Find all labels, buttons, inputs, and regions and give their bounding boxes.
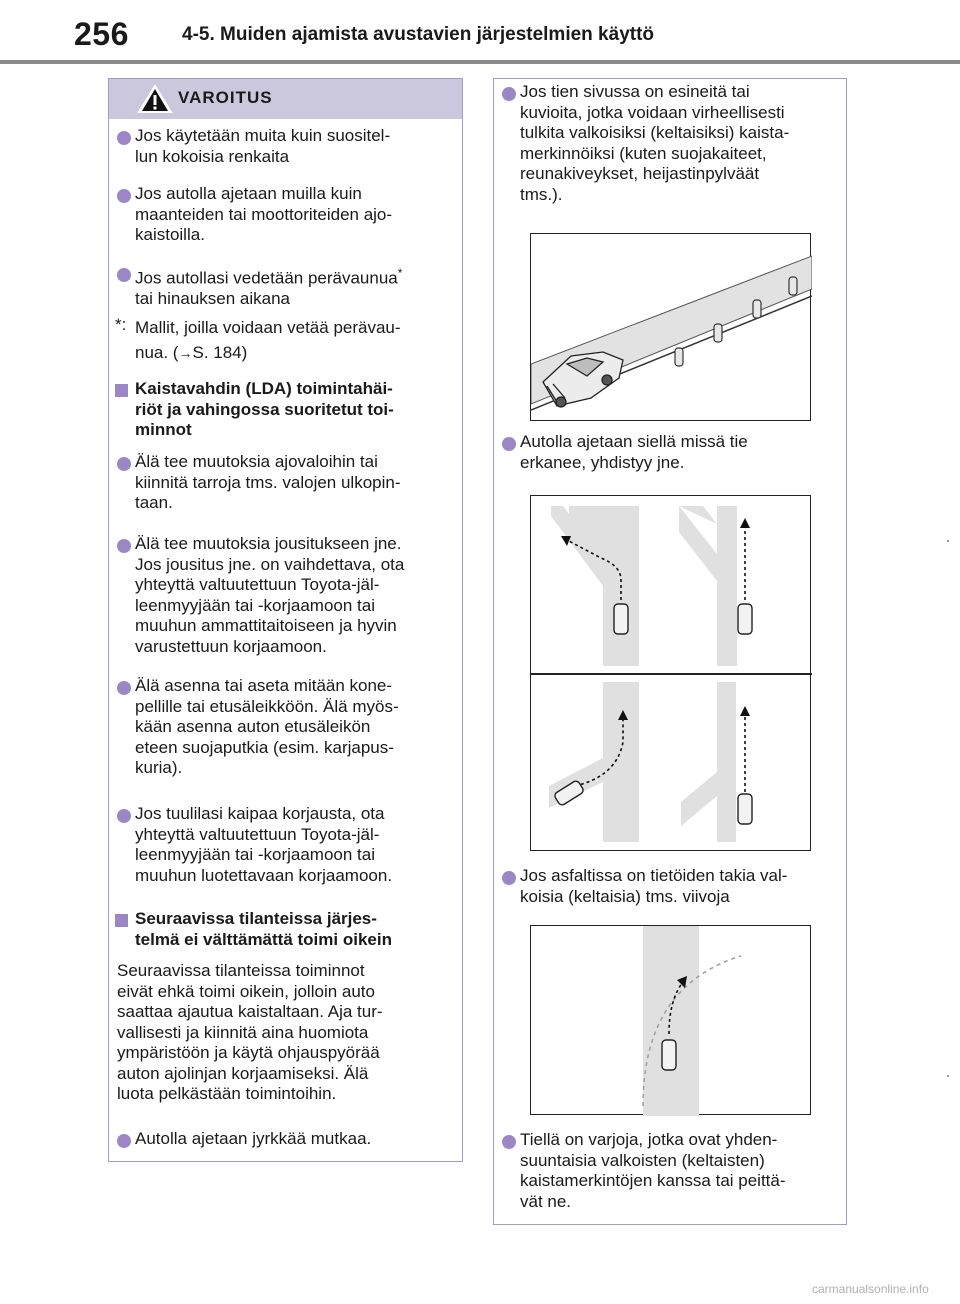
footnote-text: Mallit, joilla voidaan vetää perävau- [135, 318, 401, 337]
conditions-box [493, 78, 847, 1225]
bullet-icon [502, 1135, 516, 1149]
section-heading-lda: Kaistavahdin (LDA) toimintahäi- riöt ja vahingossa suoritetut toi- minnot [135, 379, 394, 439]
page-number: 256 [74, 16, 129, 52]
bullet-icon [117, 189, 131, 203]
bullet-icon [117, 681, 131, 695]
warning-item: Älä tee muutoksia jousitukseen jne. Jos jousitus jne. on vaihdettava, ota yhteyttä valtuutettuun Toyota-jäl- leenmyyjään tai -korjaamoon tai muuhun ammattitaitoiseen ja hyvin varustettuun korjaamoon. [135, 534, 405, 656]
figure-branching-roads [530, 495, 811, 851]
watermark: carmanualsonline.info [812, 1282, 929, 1296]
condition-item: Jos asfaltissa on tietöiden takia val- koisia (keltaisia) tms. viivoja [520, 866, 788, 906]
heading-square-icon [115, 914, 128, 927]
footnote-page-ref: S. 184) [192, 343, 248, 362]
bullet-icon [502, 871, 516, 885]
page-edge-mark [947, 1075, 949, 1077]
bullet-icon [502, 87, 516, 101]
bullet-icon [117, 809, 131, 823]
warning-box [108, 78, 463, 1162]
bullet-icon [117, 131, 131, 145]
section-title: 4-5. Muiden ajamista avustavien järjestelmien käyttö [182, 24, 655, 45]
page-edge-mark [947, 540, 949, 542]
header-rule [0, 60, 960, 64]
condition-item: Autolla ajetaan siellä missä tie erkanee, yhdistyy jne. [520, 432, 748, 472]
conditions-paragraph: Seuraavissa tilanteissa toiminnot eivät ehkä toimi oikein, jolloin auto saattaa ajautua kaistaltaan. Aja tur- vallisesti ja kiinnitä aina huomiota ympäristöön ja käytä ohjauspyörää auton ajolinjan korjaamiseksi. Älä luota pelkästään toimintoihin. [117, 961, 383, 1103]
roadwork-lines-illustration [531, 926, 812, 1116]
roadside-objects-illustration [531, 234, 812, 422]
footnote-line2-text: nua. ( [135, 343, 179, 362]
bullet-icon [117, 539, 131, 553]
footnote-asterisk: * [397, 266, 403, 280]
bullet-icon [117, 268, 131, 282]
warning-item: Autolla ajetaan jyrkkää mutkaa. [135, 1129, 372, 1148]
bullet-icon [117, 457, 131, 471]
warning-item: Älä tee muutoksia ajovaloihin tai kiinnitä tarroja tms. valojen ulkopin- taan. [135, 452, 401, 512]
bullet-icon [502, 437, 516, 451]
condition-item: Tiellä on varjoja, jotka ovat yhden- suuntaisia valkoisten (keltaisten) kaistamerkintöjen kanssa tai peittä- vät ne. [520, 1130, 786, 1211]
warning-item-towing [135, 263, 402, 310]
warning-item: Jos autolla ajetaan muilla kuin maanteiden tai moottoriteiden ajo- kaistoilla. [135, 184, 393, 244]
bullet-icon [117, 1134, 131, 1148]
heading-square-icon [115, 384, 128, 397]
section-heading-conditions: Seuraavissa tilanteissa järjes- telmä ei välttämättä toimi oikein [135, 909, 392, 949]
figure-roadside-objects [530, 233, 811, 421]
warning-item: Jos käytetään muita kuin suositel- lun kokoisia renkaita [135, 126, 391, 166]
warning-item-text: Jos autollasi vedetään perävaunua [135, 268, 398, 288]
warning-item: Älä asenna tai aseta mitään kone- pellille tai etusäleikköön. Älä myös- kään asenna auton etusäleikön eteen suojaputkia (esim. karjapus- kuria). [135, 676, 399, 777]
figure-roadwork-lines [530, 925, 811, 1115]
warning-item: Jos tuulilasi kaipaa korjausta, ota yhteyttä valtuutettuun Toyota-jäl- leenmyyjään tai -korjaamoon tai muuhun luotettavaan korjaamoon. [135, 804, 393, 885]
footnote-line2 [135, 343, 247, 364]
warning-item-text-line2: tai hinauksen aikana [135, 289, 291, 309]
warning-title: VAROITUS [178, 88, 273, 107]
arrow-right-icon: → [178, 345, 193, 361]
warning-triangle-icon [137, 84, 173, 114]
warning-header [109, 79, 462, 119]
condition-item: Jos tien sivussa on esineitä tai kuvioita, jotka voidaan virheellisesti tulkita valkoisiksi (keltaisiksi) kaista- merkinnöiksi (kuten suojakaiteet, reunakiveykset, heijastinpylväät tms.). [520, 82, 790, 204]
footnote-mark: *: [115, 315, 127, 334]
branching-roads-illustration [531, 496, 812, 852]
